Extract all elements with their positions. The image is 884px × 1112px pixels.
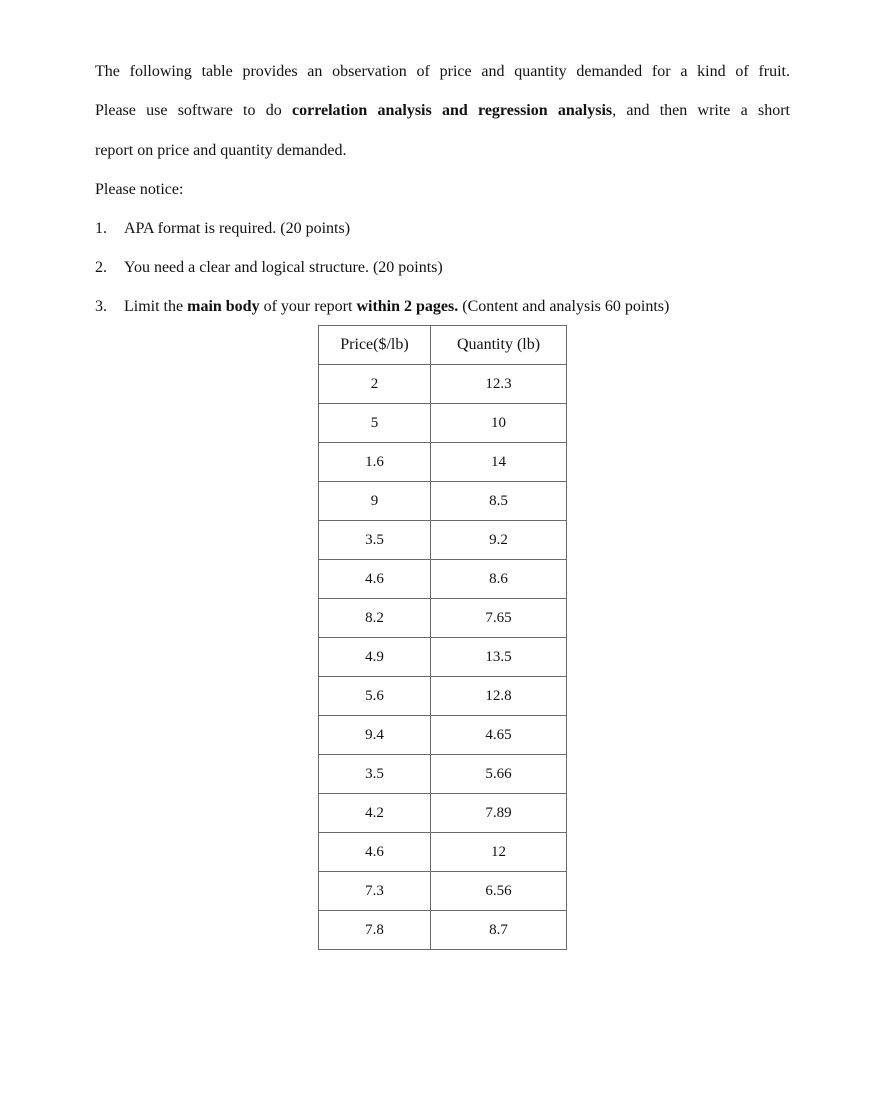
table-row [319, 911, 567, 950]
quantity-cell: 12.8 [431, 677, 567, 716]
table-row [319, 365, 567, 404]
quantity-cell: 13.5 [431, 638, 567, 677]
quantity-cell: 14 [431, 443, 567, 482]
price-cell: 4.2 [319, 794, 431, 833]
table-row [319, 599, 567, 638]
table-row [319, 638, 567, 677]
quantity-cell: 4.65 [431, 716, 567, 755]
table-row [319, 482, 567, 521]
price-quantity-table [318, 325, 567, 950]
price-cell: 9 [319, 482, 431, 521]
quantity-cell: 12 [431, 833, 567, 872]
table-row [319, 560, 567, 599]
price-cell: 5.6 [319, 677, 431, 716]
intro-line-3 [95, 141, 346, 161]
list-item-text-mid: of your report [263, 298, 353, 315]
quantity-cell: 9.2 [431, 521, 567, 560]
table-row [319, 443, 567, 482]
price-cell: 8.2 [319, 599, 431, 638]
list-item-2 [95, 258, 443, 278]
price-cell: 2 [319, 365, 431, 404]
intro-line-2-pre: Please use software to do [95, 102, 282, 119]
table-row [319, 833, 567, 872]
list-item-bold-within: within 2 pages. [356, 298, 459, 315]
table-row [319, 521, 567, 560]
quantity-cell: 5.66 [431, 755, 567, 794]
intro-line-1 [95, 62, 790, 82]
list-item-text-post: (Content and analysis 60 points) [462, 298, 670, 315]
list-item-text-pre: Limit the [124, 298, 184, 315]
quantity-cell: 8.5 [431, 482, 567, 521]
intro-line-2-post: , and then write a short [612, 102, 790, 119]
table-row [319, 872, 567, 911]
intro-line-2 [95, 101, 790, 121]
price-cell: 4.9 [319, 638, 431, 677]
list-item-bold-main-body: main body [187, 298, 260, 315]
price-cell: 9.4 [319, 716, 431, 755]
table-row [319, 755, 567, 794]
price-cell: 7.3 [319, 872, 431, 911]
table-row [319, 677, 567, 716]
price-cell: 7.8 [319, 911, 431, 950]
table-row [319, 794, 567, 833]
intro-line-1-text: The following table provides an observation of price and quantity demanded for a kind of fruit. [95, 63, 790, 80]
price-cell: 4.6 [319, 833, 431, 872]
list-item-text: You need a clear and logical structure. (20 points) [124, 259, 443, 276]
list-item-3 [95, 297, 669, 317]
quantity-cell: 10 [431, 404, 567, 443]
quantity-cell: 7.89 [431, 794, 567, 833]
intro-line-2-bold: correlation analysis and regression analysis [291, 102, 613, 119]
quantity-cell: 8.6 [431, 560, 567, 599]
table-body [319, 365, 567, 950]
price-cell: 1.6 [319, 443, 431, 482]
quantity-cell: 7.65 [431, 599, 567, 638]
quantity-cell: 8.7 [431, 911, 567, 950]
list-number: 3. [95, 298, 107, 315]
quantity-cell: 12.3 [431, 365, 567, 404]
quantity-cell: 6.56 [431, 872, 567, 911]
list-item-1 [95, 219, 350, 239]
notice-heading-text: Please notice: [95, 181, 184, 198]
intro-line-3-text: report on price and quantity demanded. [95, 142, 347, 159]
table-header-row [319, 326, 567, 365]
header-quantity: Quantity (lb) [431, 326, 567, 365]
table-row [319, 716, 567, 755]
table-row [319, 404, 567, 443]
notice-heading [95, 180, 183, 200]
list-number: 2. [95, 259, 107, 276]
price-cell: 3.5 [319, 755, 431, 794]
list-item-text: APA format is required. (20 points) [124, 220, 351, 237]
price-cell: 5 [319, 404, 431, 443]
price-cell: 4.6 [319, 560, 431, 599]
price-cell: 3.5 [319, 521, 431, 560]
header-price: Price($/lb) [319, 326, 431, 365]
list-number: 1. [95, 220, 107, 237]
